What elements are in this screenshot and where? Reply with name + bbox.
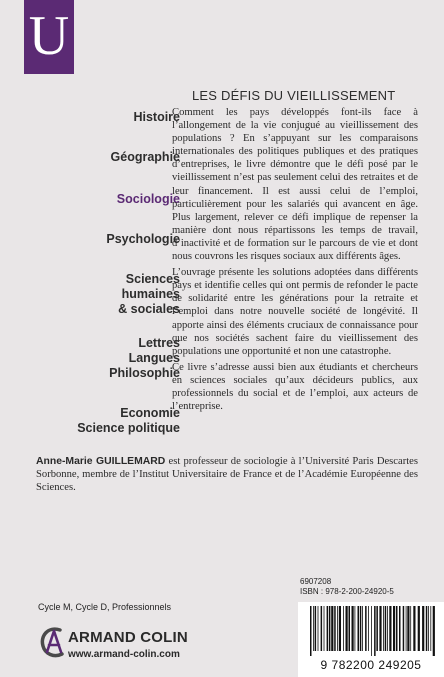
- barcode-bar: [399, 606, 401, 651]
- barcode-bar: [358, 606, 360, 651]
- sidebar-item-label: Géographie: [110, 150, 180, 164]
- barcode-bar: [327, 606, 329, 651]
- armand-colin-mark-icon: [38, 622, 70, 662]
- barcode-bar: [368, 606, 369, 651]
- sidebar-item-label: humaines: [121, 287, 180, 301]
- barcode-bar: [313, 606, 314, 651]
- sidebar-item-label: Sciences: [125, 272, 180, 286]
- barcode-bar: [385, 606, 387, 651]
- barcode-bar: [410, 606, 411, 651]
- barcode-bar: [422, 606, 424, 651]
- barcode-bar: [324, 606, 325, 651]
- sidebar-item-label: Science politique: [77, 421, 180, 435]
- barcode-bar: [365, 606, 367, 651]
- barcode-bar: [403, 606, 405, 651]
- sidebar-item-5: [118, 272, 180, 317]
- barcode-bar: [383, 606, 384, 651]
- publisher-logo: [38, 622, 218, 668]
- sidebar-item-label: Philosophie: [109, 366, 180, 380]
- barcode-bar: [318, 606, 319, 651]
- barcode-bar: [407, 606, 409, 651]
- sidebar-item-label: Histoire: [133, 110, 180, 124]
- barcode-bar: [376, 606, 378, 651]
- author-name: Anne-Marie GUILLEMARD: [36, 456, 166, 467]
- sidebar-item-label: Economie: [120, 406, 180, 420]
- barcode-bar: [387, 606, 388, 651]
- sidebar-item-label: Lettres: [138, 336, 180, 350]
- barcode-bar: [374, 606, 376, 656]
- sidebar-item-label: Langues: [128, 351, 180, 365]
- barcode: [308, 606, 438, 656]
- sidebar-item-6: [109, 336, 180, 381]
- barcode-bar: [315, 606, 317, 651]
- barcode-bar: [396, 606, 398, 651]
- barcode-bar: [428, 606, 429, 651]
- barcode-bar: [321, 606, 323, 651]
- barcode-bar: [360, 606, 362, 651]
- barcode-bar: [379, 606, 381, 651]
- sidebar-item-label: & sociales: [118, 302, 180, 316]
- barcode-bar: [349, 606, 351, 651]
- barcode-bar: [430, 606, 431, 651]
- barcode-bar: [331, 606, 333, 651]
- barcode-number: 9 782200 249205: [320, 658, 422, 672]
- description-paragraph-1: Comment les pays développés font-ils face à l’allongement de la vie conjugué au vieillissement des populations ? En s’appuyant sur les comparaisons internationales des politiques publiques et des pratiques d’entreprises, le livre démontre que le défi posé par le vieillissement n’est pas seulement celui des retraites et de leur financement. Il est aussi celui de l’emploi, particulièrement pour les salariés qui avancent en âge. Plus largement, relever ce défi implique de repenser la manière dont nous répartissons les temps de travail, d’inactivité et de formation sur le parcours de vie et dont nous couvrons les risques sociaux aux différents âges.: [172, 107, 418, 263]
- barcode-bar: [389, 606, 391, 651]
- barcode-bar: [426, 606, 428, 651]
- author-bio-text: est professeur de sociologie à l’Université Paris Descartes Sorbonne, membre de l’Institut Universitaire de France et de l’Académie Européenne des Sciences.: [36, 456, 418, 494]
- barcode-bar: [310, 606, 312, 656]
- sidebar-item-label: Sociologie: [116, 192, 180, 206]
- barcode-bar: [418, 606, 420, 651]
- barcode-bar: [337, 606, 338, 651]
- author-bio: [36, 455, 418, 495]
- description-paragraph-3: Ce livre s’adresse aussi bien aux étudiants et chercheurs en sciences sociales qu’aux décideurs publics, aux professionnels du social et de l’emploi, aux acteurs de l’entreprise.: [172, 361, 418, 413]
- barcode-bar: [371, 606, 372, 656]
- publisher-name: ARMAND COLIN: [68, 629, 188, 646]
- isbn-label: ISBN : 978-2-200-24920-5: [300, 587, 394, 596]
- sidebar-item-7: [77, 406, 180, 436]
- sidebar-item-3: [117, 192, 180, 207]
- book-title: LES DÉFIS DU VIEILLISSEMENT: [192, 88, 396, 103]
- cycle-label: Cycle M, Cycle D, Professionnels: [38, 602, 172, 612]
- sidebar-item-2: [111, 150, 180, 165]
- description-paragraph-2: L’ouvrage présente les solutions adoptées dans différents pays et identifie celles qui ont permis de refonder le pacte de solidarité entre les générations pour la retraite et l’emploi dans notre nouvelle société de longévité. Il apporte ainsi des éléments cruciaux de connaissance pour que nos sociétés sachent faire du vieillissement des populations une opportunité et non une catastrophe.: [172, 267, 418, 357]
- barcode-bar: [339, 606, 341, 651]
- product-reference: [300, 577, 394, 597]
- barcode-bar: [343, 606, 344, 651]
- barcode-bar: [413, 606, 415, 651]
- series-logo-letter: U: [28, 5, 70, 67]
- barcode-bar: [393, 606, 395, 651]
- barcode-bar: [334, 606, 336, 651]
- sidebar-item-label: Psychologie: [106, 232, 180, 246]
- barcode-bar: [406, 606, 407, 651]
- series-logo: [24, 0, 74, 74]
- barcode-bar: [362, 606, 363, 651]
- barcode-bar: [433, 606, 435, 656]
- barcode-bar: [346, 606, 348, 651]
- barcode-bar: [355, 606, 356, 651]
- reference-code: 6907208: [300, 577, 332, 586]
- barcode-bar: [329, 606, 331, 651]
- book-description: [172, 106, 418, 413]
- publisher-url[interactable]: www.armand-colin.com: [68, 649, 180, 660]
- barcode-bar: [352, 606, 354, 651]
- sidebar-item-4: [106, 232, 180, 247]
